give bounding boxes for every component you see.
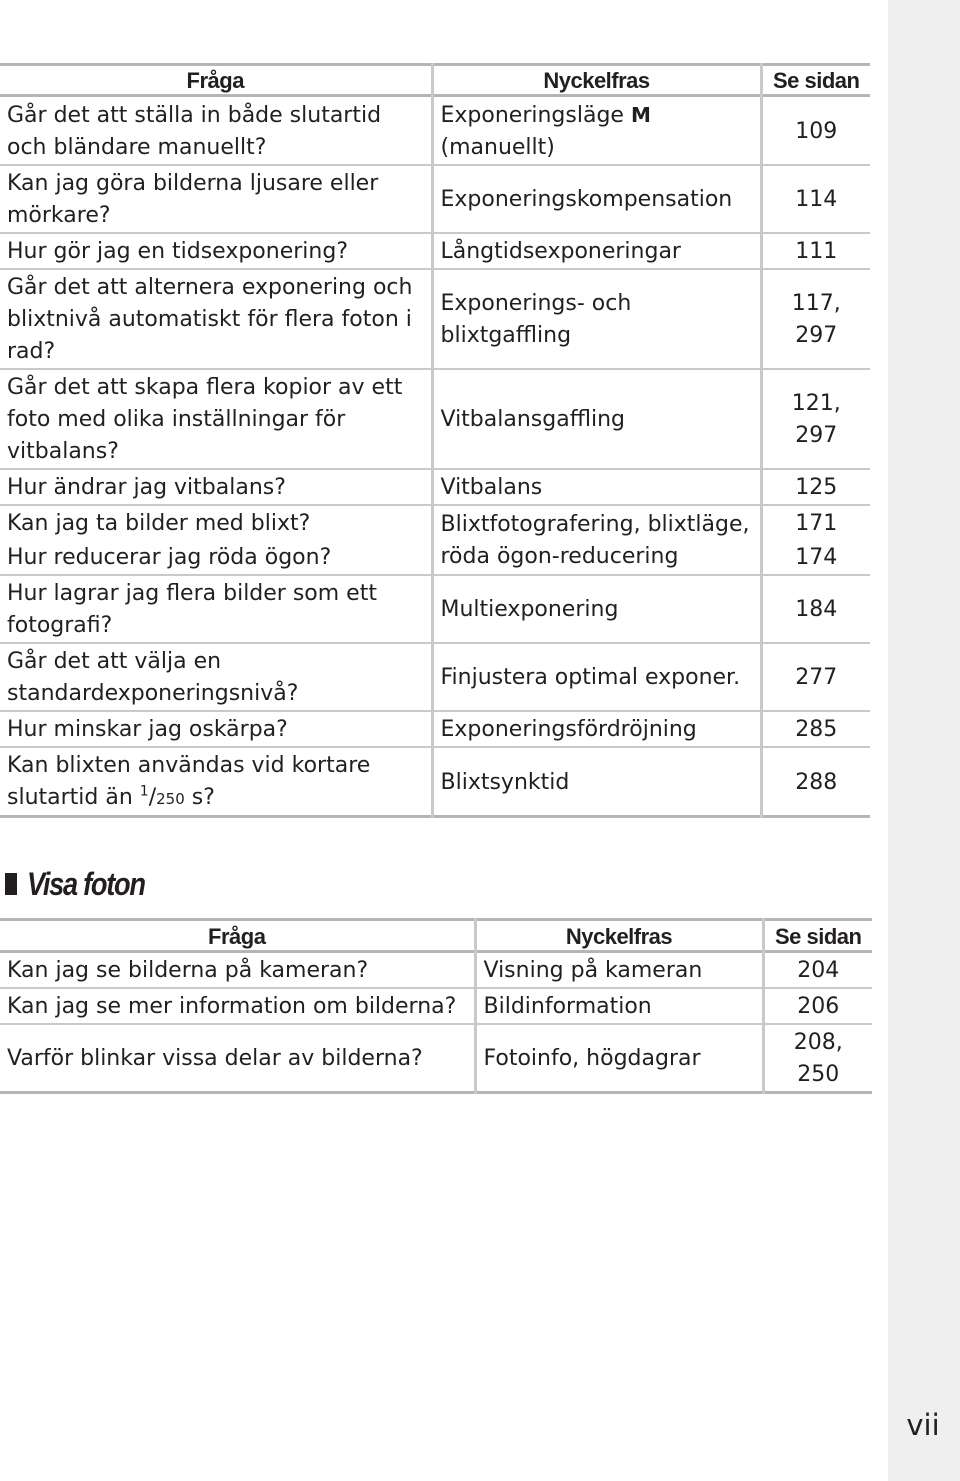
header-see-page: Se sidan (761, 65, 870, 96)
fraction-denominator: 250 (156, 790, 185, 808)
header-question: Fråga (186, 68, 244, 93)
table-row (0, 269, 870, 369)
key-phrase-cell: Visning på kameran (475, 952, 763, 989)
table-row (0, 575, 870, 643)
page-number: vii (906, 1408, 940, 1442)
section-marker-icon (5, 873, 17, 895)
question-cell: Varför blinkar vissa delar av bilderna? (7, 1046, 423, 1071)
table-row (0, 952, 872, 989)
page-ref-cell: 288 (761, 747, 870, 817)
key-phrase-cell: Vitbalansgaffling (432, 369, 761, 469)
table-row (0, 369, 870, 469)
question-cell: Kan jag göra bilderna ljusare eller mörkare? (7, 171, 379, 228)
header-key-phrase: Nyckelfras (475, 920, 763, 952)
page-ref-cell: 208, 250 (763, 1024, 872, 1093)
question-cell: Går det att alternera exponering och blixtnivå automatiskt för flera foton i rad? (7, 275, 413, 364)
question-cell: Går det att skapa flera kopior av ett foto med olika inställningar för vitbalans? (7, 375, 403, 464)
page-ref-cell: 125 (761, 469, 870, 505)
question-cell: Går det att välja en standardexponeringsnivå? (7, 649, 299, 706)
table-row (0, 469, 870, 505)
page-margin-strip (888, 0, 960, 1481)
table-row (0, 505, 870, 540)
header-see-page: Se sidan (763, 920, 872, 952)
table-row (0, 747, 870, 817)
page-ref-cell: 114 (761, 165, 870, 233)
section-heading (5, 860, 165, 908)
table-row (0, 233, 870, 269)
table-header-row (0, 920, 872, 952)
key-phrase-cell: Exponerings- och blixtgaffling (432, 269, 761, 369)
question-cell: Går det att ställa in både slutartid och bländare manuellt? (7, 102, 382, 160)
page-ref-cell: 206 (763, 988, 872, 1024)
question-cell: Hur minskar jag oskärpa? (7, 717, 288, 742)
table-row (0, 165, 870, 233)
key-phrase-cell: Fotoinfo, högdagrar (475, 1024, 763, 1093)
header-key-phrase: Nyckelfras (432, 65, 761, 96)
table-row (0, 1024, 872, 1093)
key-phrase-cell: Multiexponering (432, 575, 761, 643)
faq-table-playback (0, 918, 872, 1094)
key-phrase-suffix: (manuellt) (440, 135, 555, 160)
faq-table-shooting (0, 63, 870, 818)
page-ref-cell: 171 (761, 505, 870, 540)
key-phrase-cell: Exponeringsfördröjning (432, 711, 761, 747)
table-row (0, 96, 870, 166)
question-cell: Hur gör jag en tidsexponering? (7, 239, 348, 264)
fraction-numerator: 1 (139, 783, 149, 800)
page-ref-cell: 277 (761, 643, 870, 711)
page-ref-cell: 204 (763, 952, 872, 989)
question-cell (0, 747, 432, 817)
question-cell: Hur reducerar jag röda ögon? (7, 545, 332, 570)
table-row (0, 988, 872, 1024)
page-ref-cell: 111 (761, 233, 870, 269)
key-phrase-cell: Långtidsexponeringar (432, 233, 761, 269)
page-ref-cell: 174 (761, 540, 870, 575)
table-row (0, 711, 870, 747)
page-ref-cell: 184 (761, 575, 870, 643)
page-ref-cell: 285 (761, 711, 870, 747)
key-phrase-cell: Exponeringskompensation (432, 165, 761, 233)
question-text: Kan blixten användas vid kortare slutartid än (7, 753, 371, 810)
page-ref-cell: 109 (761, 96, 870, 166)
key-phrase-cell: Blixtfotografering, blixtläge, röda ögon-reducering (432, 505, 761, 575)
page-ref-cell: 117, 297 (761, 269, 870, 369)
key-phrase-text: Exponeringsläge (440, 103, 624, 128)
manual-mode-icon: M (630, 103, 651, 127)
question-cell: Hur ändrar jag vitbalans? (7, 475, 286, 500)
table-header-row (0, 65, 870, 96)
header-question: Fråga (208, 923, 266, 949)
key-phrase-cell (432, 96, 761, 166)
question-cell: Kan jag ta bilder med blixt? (7, 511, 311, 536)
key-phrase-cell: Blixtsynktid (432, 747, 761, 817)
section-title: Visa foton (27, 865, 145, 902)
key-phrase-cell: Bildinformation (475, 988, 763, 1024)
question-cell: Kan jag se bilderna på kameran? (7, 958, 369, 983)
fraction-slash: / (148, 785, 157, 810)
question-cell: Hur lagrar jag flera bilder som ett fotografi? (7, 581, 377, 638)
key-phrase-cell: Finjustera optimal exponer. (432, 643, 761, 711)
table-row (0, 643, 870, 711)
page-ref-cell: 121, 297 (761, 369, 870, 469)
key-phrase-cell: Vitbalans (432, 469, 761, 505)
question-cell: Kan jag se mer information om bilderna? (7, 994, 457, 1019)
question-suffix: s? (191, 785, 215, 810)
